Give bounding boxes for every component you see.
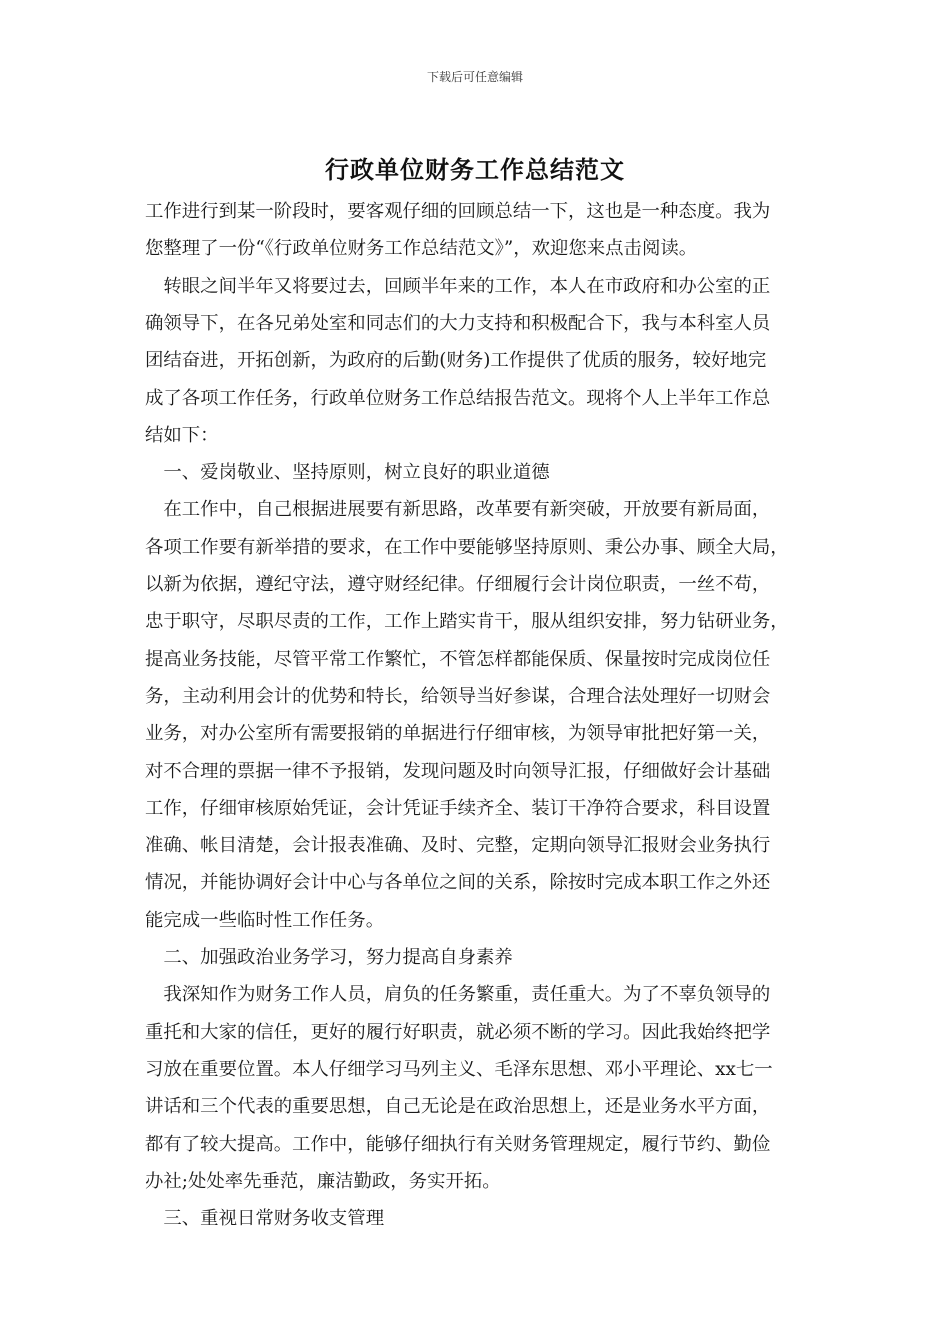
body-text-line: 团结奋进，开拓创新，为政府的后勤(财务)工作提供了优质的服务，较好地完 (145, 350, 767, 372)
body-text-line: 我深知作为财务工作人员，肩负的任务繁重，责任重大。为了不辜负领导的 (145, 984, 771, 1006)
body-text-line: 对不合理的票据一律不予报销，发现问题及时向领导汇报，仔细做好会计基础 (145, 760, 771, 782)
document-title: 行政单位财务工作总结范文 (325, 155, 625, 184)
body-text-line: 转眼之间半年又将要过去，回顾半年来的工作，本人在市政府和办公室的正 (145, 275, 771, 297)
body-text-line: 三、重视日常财务收支管理 (145, 1208, 385, 1230)
body-text-line: 结如下： (145, 424, 219, 446)
body-text-line: 各项工作要有新举措的要求，在工作中要能够坚持原则、秉公办事、顾全大局， (145, 536, 789, 558)
body-text-line: 重托和大家的信任，更好的履行好职责，就必须不断的学习。因此我始终把学 (145, 1021, 771, 1043)
body-text-line: 办社;处处率先垂范，廉洁勤政，务实开拓。 (145, 1170, 501, 1192)
body-text-line: 习放在重要位置。本人仔细学习马列主义、毛泽东思想、邓小平理论、xx七一 (145, 1058, 773, 1080)
body-text-line: 讲话和三个代表的重要思想，自己无论是在政治思想上，还是业务水平方面， (145, 1096, 771, 1118)
body-text-line: 工作，仔细审核原始凭证，会计凭证手续齐全、装订干净符合要求，科目设置 (145, 797, 771, 819)
body-text-line: 业务，对办公室所有需要报销的单据进行仔细审核，为领导审批把好第一关， (145, 723, 771, 745)
body-text-line: 成了各项工作任务，行政单位财务工作总结报告范文。现将个人上半年工作总 (145, 387, 771, 409)
body-text-line: 都有了较大提高。工作中，能够仔细执行有关财务管理规定，履行节约、勤俭 (145, 1133, 771, 1155)
body-text-line: 工作进行到某一阶段时，要客观仔细的回顾总结一下，这也是一种态度。我为 (145, 201, 771, 222)
page-header-note: 下载后可任意编辑 (426, 70, 523, 84)
body-text-line: 准确、帐目清楚，会计报表准确、及时、完整，定期向领导汇报财会业务执行 (145, 835, 771, 857)
body-text-line: 情况，并能协调好会计中心与各单位之间的关系，除按时完成本职工作之外还 (145, 872, 771, 894)
body-text-line: 能完成一些临时性工作任务。 (145, 909, 385, 931)
body-text-line: 在工作中，自己根据进展要有新思路，改革要有新突破，开放要有新局面， (145, 499, 771, 521)
body-text-line: 务，主动利用会计的优势和特长，给领导当好参谋，合理合法处理好一切财会 (145, 685, 771, 707)
body-text-line: 一、爱岗敬业、坚持原则，树立良好的职业道德 (145, 462, 550, 484)
body-text-line: 您整理了一份“《行政单位财务工作总结范文》”，欢迎您来点击阅读。 (145, 238, 698, 260)
body-text-line: 确领导下，在各兄弟处室和同志们的大力支持和积极配合下，我与本科室人员 (145, 312, 771, 334)
body-text-line: 以新为依据，遵纪守法，遵守财经纪律。仔细履行会计岗位职责，一丝不苟， (145, 574, 771, 595)
body-text-line: 忠于职守，尽职尽责的工作，工作上踏实肯干，服从组织安排，努力钻研业务， (145, 611, 789, 633)
body-text-line: 提高业务技能，尽管平常工作繁忙，不管怎样都能保质、保量按时完成岗位任 (145, 648, 771, 670)
body-text-line: 二、加强政治业务学习，努力提高自身素养 (145, 947, 513, 968)
